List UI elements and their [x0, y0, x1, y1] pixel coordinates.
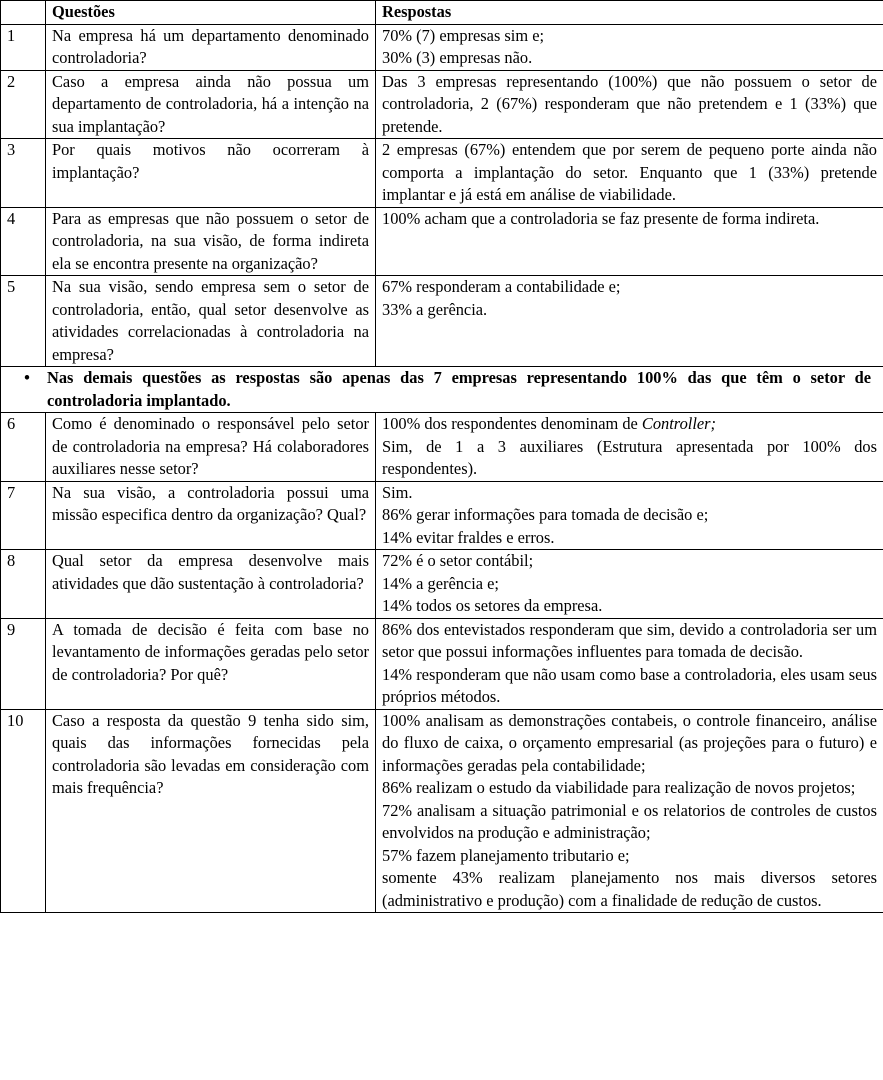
question-text: Na sua visão, a controladoria possui uma missão especifica dentro da organização? Qual? — [46, 481, 376, 550]
table-row — [1, 481, 883, 550]
answer-line: 70% (7) empresas sim e; — [382, 25, 545, 45]
answer-line: 86% dos entevistados responderam que sim, devido a controladoria ser um setor que possui informações influentes para tomada de decisão. — [382, 619, 877, 661]
question-text: Na sua visão, sendo empresa sem o setor de controladoria, então, qual setor desenvolve as atividades correlacionadas à controladoria na empresa? — [46, 276, 376, 367]
answer-line: 14% todos os setores da empresa. — [382, 596, 603, 615]
question-number: 2 — [1, 70, 46, 139]
answer-line: 100% acham que a controladoria se faz presente de forma indireta. — [382, 208, 820, 228]
header-row — [1, 1, 883, 25]
answer-cell — [376, 550, 883, 619]
answer-prefix: 100% dos respondentes denominam de — [382, 414, 642, 433]
answer-cell — [376, 413, 883, 482]
answer-line: 30% (3) empresas não. — [382, 48, 533, 67]
question-number: 10 — [1, 709, 46, 913]
table-row — [1, 709, 883, 913]
question-text: Para as empresas que não possuem o setor de controladoria, na sua visão, de forma indireta ela se encontra presente na organização? — [46, 207, 376, 276]
answer-italic: Controller; — [641, 414, 716, 433]
answer-line — [382, 413, 877, 436]
answer-line: Das 3 empresas representando (100%) que não possuem o setor de controladoria, 2 (67%) responderam que não pretendem e 1 (33%) que pretende. — [382, 71, 877, 136]
answer-line: 33% a gerência. — [382, 299, 488, 319]
question-text: A tomada de decisão é feita com base no levantamento de informações geradas pelo setor de controladoria? Por quê? — [46, 618, 376, 709]
answer-line: 100% analisam as demonstrações contabeis, o controle financeiro, análise do fluxo de caixa, o orçamento empresarial (as projeções para o futuro) e informações geradas pela contabilidade; — [382, 710, 877, 775]
question-text: Qual setor da empresa desenvolve mais atividades que dão sustentação à controladoria? — [46, 550, 376, 619]
question-number: 7 — [1, 481, 46, 550]
question-text: Na empresa há um departamento denominado controladoria? — [46, 24, 376, 70]
question-number: 8 — [1, 550, 46, 619]
table-row — [1, 413, 883, 482]
note-text: Nas demais questões as respostas são apenas das 7 empresas representando 100% das que têm o setor de controladoria implantado. — [47, 368, 871, 410]
answer-cell — [376, 481, 883, 550]
answer-line: Sim. — [382, 482, 413, 502]
header-number — [1, 1, 46, 25]
answer-cell — [376, 207, 883, 276]
table-row — [1, 70, 883, 139]
answer-cell — [376, 618, 883, 709]
question-text: Caso a empresa ainda não possua um departamento de controladoria, há a intenção na sua implantação? — [46, 70, 376, 139]
question-text: Como é denominado o responsável pelo setor de controladoria na empresa? Há colaboradores auxiliares nesse setor? — [46, 413, 376, 482]
answer-line: 2 empresas (67%) entendem que por serem de pequeno porte ainda não comporta a implantação do setor. Enquanto que 1 (33%) pretende implantar e já está em análise de viabilidade. — [382, 140, 877, 204]
header-answers: Respostas — [376, 1, 883, 25]
note-row — [1, 367, 883, 413]
table-row — [1, 207, 883, 276]
answer-cell — [376, 276, 883, 367]
question-text: Caso a resposta da questão 9 tenha sido sim, quais das informações fornecidas pela controladoria são levadas em consideração com mais frequência? — [46, 709, 376, 913]
answer-line: 57% fazem planejamento tributario e; — [382, 845, 630, 865]
answer-line: 86% gerar informações para tomada de decisão e; — [382, 505, 709, 524]
answer-cell — [376, 709, 883, 913]
table-row — [1, 550, 883, 619]
answer-cell — [376, 139, 883, 208]
answer-line: somente 43% realizam planejamento nos mais diversos setores (administrativo e produção) com a finalidade de redução de custos. — [382, 868, 877, 910]
question-text: Por quais motivos não ocorreram à implantação? — [46, 139, 376, 208]
question-number: 6 — [1, 413, 46, 482]
answer-line: 14% evitar fraldes e erros. — [382, 527, 555, 547]
answer-line: 67% responderam a contabilidade e; — [382, 277, 621, 296]
answer-line: 72% é o setor contábil; — [382, 551, 534, 570]
header-questions: Questões — [46, 1, 376, 25]
question-number: 1 — [1, 24, 46, 70]
answer-cell — [376, 70, 883, 139]
table-row — [1, 24, 883, 70]
table-row — [1, 139, 883, 208]
answer-line: 72% analisam a situação patrimonial e os relatorios de controles de custos envolvidos na produção e administração; — [382, 800, 877, 842]
answer-line: 86% realizam o estudo da viabilidade para realização de novos projetos; — [382, 778, 856, 797]
note-cell — [1, 367, 883, 413]
bullet-icon: • — [24, 368, 30, 387]
answer-line: 14% responderam que não usam como base a controladoria, eles usam seus próprios métodos. — [382, 664, 877, 706]
answer-line: Sim, de 1 a 3 auxiliares (Estrutura apresentada por 100% dos respondentes). — [382, 436, 877, 478]
table-row — [1, 276, 883, 367]
question-number: 5 — [1, 276, 46, 367]
question-number: 4 — [1, 207, 46, 276]
question-number: 3 — [1, 139, 46, 208]
table-row — [1, 618, 883, 709]
question-number: 9 — [1, 618, 46, 709]
answer-cell — [376, 24, 883, 70]
answer-line: 14% a gerência e; — [382, 573, 499, 593]
